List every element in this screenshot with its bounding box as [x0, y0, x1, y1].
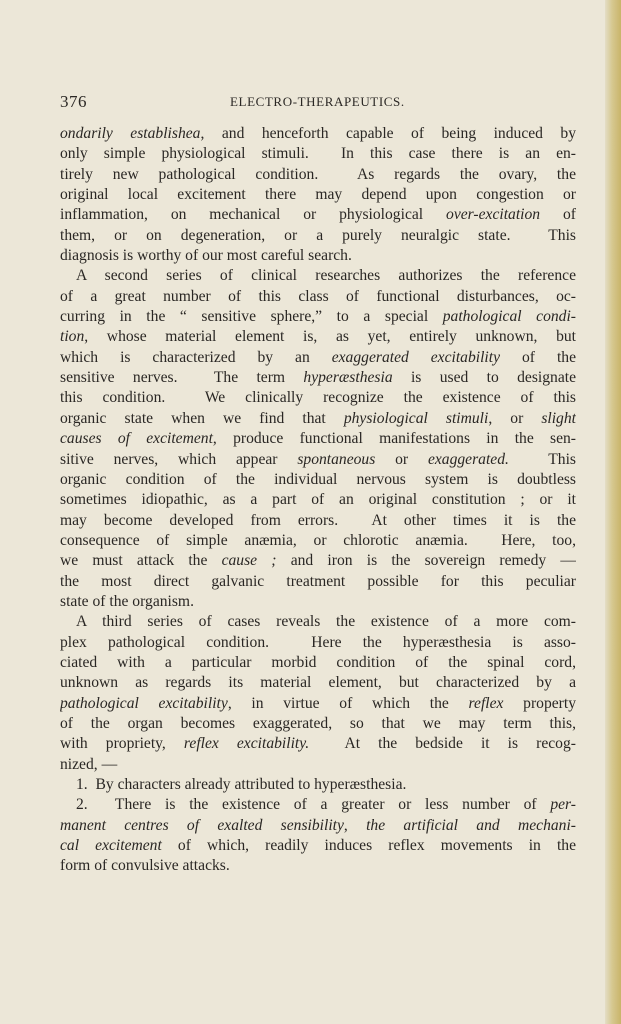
text-run: ,: [343, 816, 367, 834]
text-line: [60, 348, 576, 368]
text-run: them, or on degeneration, or a purely neuralgic state. This: [60, 226, 576, 244]
text-run: sitive nerves, which appear: [60, 450, 298, 468]
text-line: [60, 165, 576, 185]
text-line: [60, 714, 576, 734]
text-line: [60, 287, 576, 307]
text-run: unknown as regards its material element, but characterized by a: [60, 674, 576, 692]
text-line: [60, 673, 576, 693]
text-run: form of convulsive attacks.: [60, 857, 230, 875]
italic-text: spontaneous: [297, 450, 376, 468]
text-run: only simple physiological stimuli. In this case there is an en-: [60, 145, 576, 163]
text-run: of: [540, 206, 576, 224]
text-run: plex pathological condition. Here the hyperæsthesia is asso-: [60, 633, 576, 651]
text-line: [60, 592, 576, 612]
italic-text: reflex excitability.: [183, 735, 310, 753]
italic-text: over-excitation: [446, 206, 541, 224]
text-line: [60, 124, 576, 144]
text-line: [60, 246, 576, 266]
text-line: [60, 633, 576, 653]
text-run: tirely new pathological condition. As regards the ovary, the: [60, 165, 576, 183]
text-run: , or: [488, 409, 542, 427]
text-line: [60, 450, 576, 470]
text-line: [60, 185, 576, 205]
text-run: of the organ becomes exaggerated, so that we may term this,: [60, 714, 576, 732]
text-line: [60, 612, 576, 632]
text-run: , and henceforth capable of being induced by: [200, 125, 576, 142]
text-run: 2. There is the existence of a greater or less number of: [76, 796, 551, 814]
page-edge: [605, 0, 621, 1024]
text-line: [60, 856, 576, 876]
text-run: , produce functional manifestations in the sen-: [212, 430, 576, 448]
text-run: may become developed from errors. At other times it is the: [60, 511, 576, 529]
text-run: curring in the “ sensitive sphere,” to a special: [60, 308, 443, 326]
text-line: [60, 388, 576, 408]
text-line: [60, 755, 576, 775]
italic-text: cal excitement: [60, 837, 162, 855]
italic-text: per-: [550, 796, 576, 814]
text-run: sensitive nerves. The term: [60, 369, 304, 387]
text-run: original local excitement there may depend upon congestion or: [60, 186, 576, 204]
text-line: [60, 734, 576, 754]
text-run: nized, —: [60, 755, 118, 773]
text-run: A second series of clinical researches authorizes the reference: [76, 267, 576, 285]
text-run: or: [375, 450, 428, 468]
text-run: of the: [500, 348, 576, 366]
text-run: which is characterized by an: [60, 348, 332, 366]
italic-text: slight: [541, 409, 576, 427]
text-line: [60, 836, 576, 856]
text-line: [60, 307, 576, 327]
page-header: [60, 92, 576, 112]
text-run: 1. By characters already attributed to hyperæsthesia.: [76, 776, 407, 793]
text-line: [60, 816, 576, 836]
text-line: [60, 653, 576, 673]
text-line: [60, 775, 576, 795]
text-line: [60, 205, 576, 225]
page-number: 376: [60, 92, 87, 111]
text-line: [60, 572, 576, 592]
text-run: state of the organism.: [60, 592, 194, 610]
italic-text: physiological stimuli: [343, 409, 489, 427]
text-run: property: [503, 694, 576, 712]
text-run: and iron is the sovereign remedy —: [276, 552, 576, 570]
text-run: we must attack the: [60, 552, 222, 570]
text-run: inflammation, on mechanical or physiological: [60, 206, 447, 224]
text-line: [60, 409, 576, 429]
text-run: ciated with a particular morbid condition of the spinal cord,: [60, 653, 576, 671]
italic-text: cause ;: [221, 552, 277, 570]
italic-text: manent centres of exalted sensibility: [60, 816, 344, 834]
italic-text: tion: [60, 328, 85, 346]
text-run: is used to designate: [392, 369, 576, 387]
body-text: [60, 124, 576, 877]
italic-text: hyperæsthesia: [303, 369, 393, 387]
text-line: [60, 368, 576, 388]
text-line: [60, 226, 576, 246]
text-line: [60, 144, 576, 164]
italic-text: exaggerated excitability: [331, 348, 501, 366]
text-line: [60, 327, 576, 347]
text-run: This: [508, 450, 576, 468]
italic-text: pathological condi-: [442, 308, 576, 326]
italic-text: the artificial and mechani-: [366, 816, 576, 834]
italic-text: ondarily establishea: [60, 125, 201, 142]
text-run: consequence of simple anæmia, or chlorotic anæmia. Here, too,: [60, 531, 576, 549]
text-line: [60, 470, 576, 490]
text-line: [60, 694, 576, 714]
italic-text: causes of excitement: [60, 430, 213, 448]
text-run: this condition. We clinically recognize the existence of this: [60, 389, 576, 407]
text-line: [60, 490, 576, 510]
text-run: organic condition of the individual nervous system is doubtless: [60, 470, 576, 488]
text-run: diagnosis is worthy of our most careful search.: [60, 247, 352, 265]
italic-text: exaggerated.: [427, 450, 509, 468]
italic-text: pathological excitability: [60, 694, 228, 712]
text-run: the most direct galvanic treatment possible for this peculiar: [60, 572, 576, 590]
text-line: [60, 551, 576, 571]
text-run: with propriety,: [60, 735, 184, 753]
text-run: organic state when we find that: [60, 409, 344, 427]
text-run: , whose material element is, as yet, entirely unknown, but: [84, 328, 576, 346]
text-line: [60, 429, 576, 449]
text-line: [60, 266, 576, 286]
italic-text: reflex: [468, 694, 504, 712]
text-run: of which, readily induces reflex movements in the: [161, 837, 576, 855]
text-run: , in virtue of which the: [227, 694, 469, 712]
text-line: [60, 795, 576, 815]
text-run: A third series of cases reveals the existence of a more com-: [76, 613, 576, 631]
text-line: [60, 531, 576, 551]
text-run: sometimes idiopathic, as a part of an original constitution ; or it: [60, 491, 576, 509]
text-line: [60, 511, 576, 531]
text-run: At the bedside it is recog-: [309, 735, 576, 753]
text-run: of a great number of this class of functional disturbances, oc-: [60, 287, 576, 305]
running-head: ELECTRO-THERAPEUTICS.: [230, 94, 405, 109]
